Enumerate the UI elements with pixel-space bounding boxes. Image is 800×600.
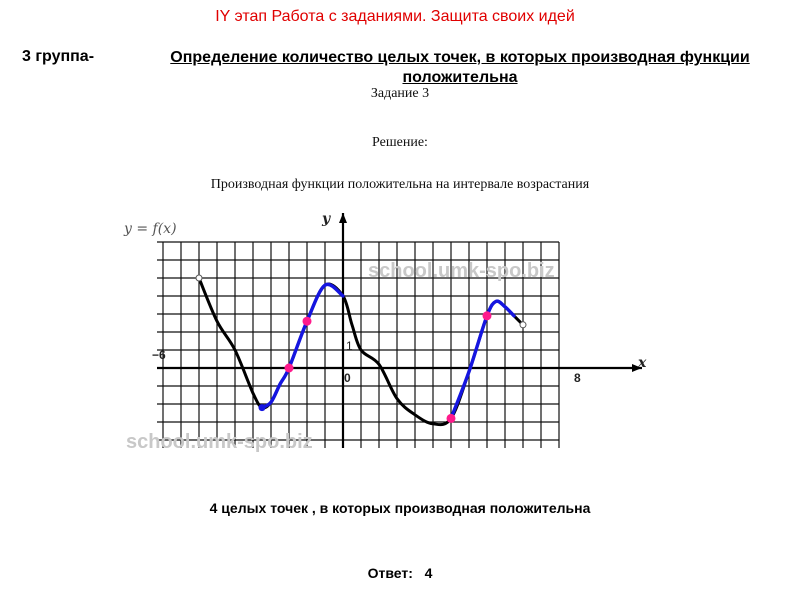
increasing-segment <box>262 284 343 407</box>
answer-label: Ответ: <box>367 565 413 581</box>
explanation-text: Производная функции положительна на интервале возрастания <box>210 177 590 192</box>
open-endpoint <box>196 275 202 281</box>
y-axis-arrow <box>339 213 347 223</box>
watermarks <box>126 260 555 453</box>
tick-label-1: 1 <box>346 339 353 353</box>
watermark-top: school.umk-spo.biz <box>368 260 555 282</box>
tick-label-neg6: −6 <box>152 348 166 362</box>
result-text: 4 целых точек , в которых производная положительна <box>209 500 591 516</box>
increasing-segments <box>259 284 515 422</box>
integer-point-marker <box>285 364 294 373</box>
task-label: Задание 3 <box>370 86 430 101</box>
stage-title: IY этап Работа с заданиями. Защита своих идей <box>215 8 575 25</box>
solution-label: Решение: <box>372 135 428 150</box>
integer-point-marker <box>447 414 456 423</box>
x-axis-label: x <box>638 355 647 371</box>
integer-point-marker <box>303 317 312 326</box>
origin-label: 0 <box>344 371 351 385</box>
integer-point-marker <box>483 311 492 320</box>
function-graph <box>110 205 650 465</box>
answer-value: 4 <box>424 565 433 581</box>
topic-title: Определение количество целых точек, в которых производная функции положительна <box>170 49 750 86</box>
tick-label-8: 8 <box>574 371 581 385</box>
y-axis-label: y <box>322 211 331 227</box>
extremum-point <box>259 404 266 411</box>
axes <box>157 213 642 448</box>
watermark-bottom: school.umk-spo.biz <box>126 431 313 453</box>
answer <box>300 565 500 581</box>
function-label: y = f(x) <box>124 221 177 237</box>
open-endpoint <box>520 322 526 328</box>
group-label: 3 группа- <box>22 48 95 65</box>
